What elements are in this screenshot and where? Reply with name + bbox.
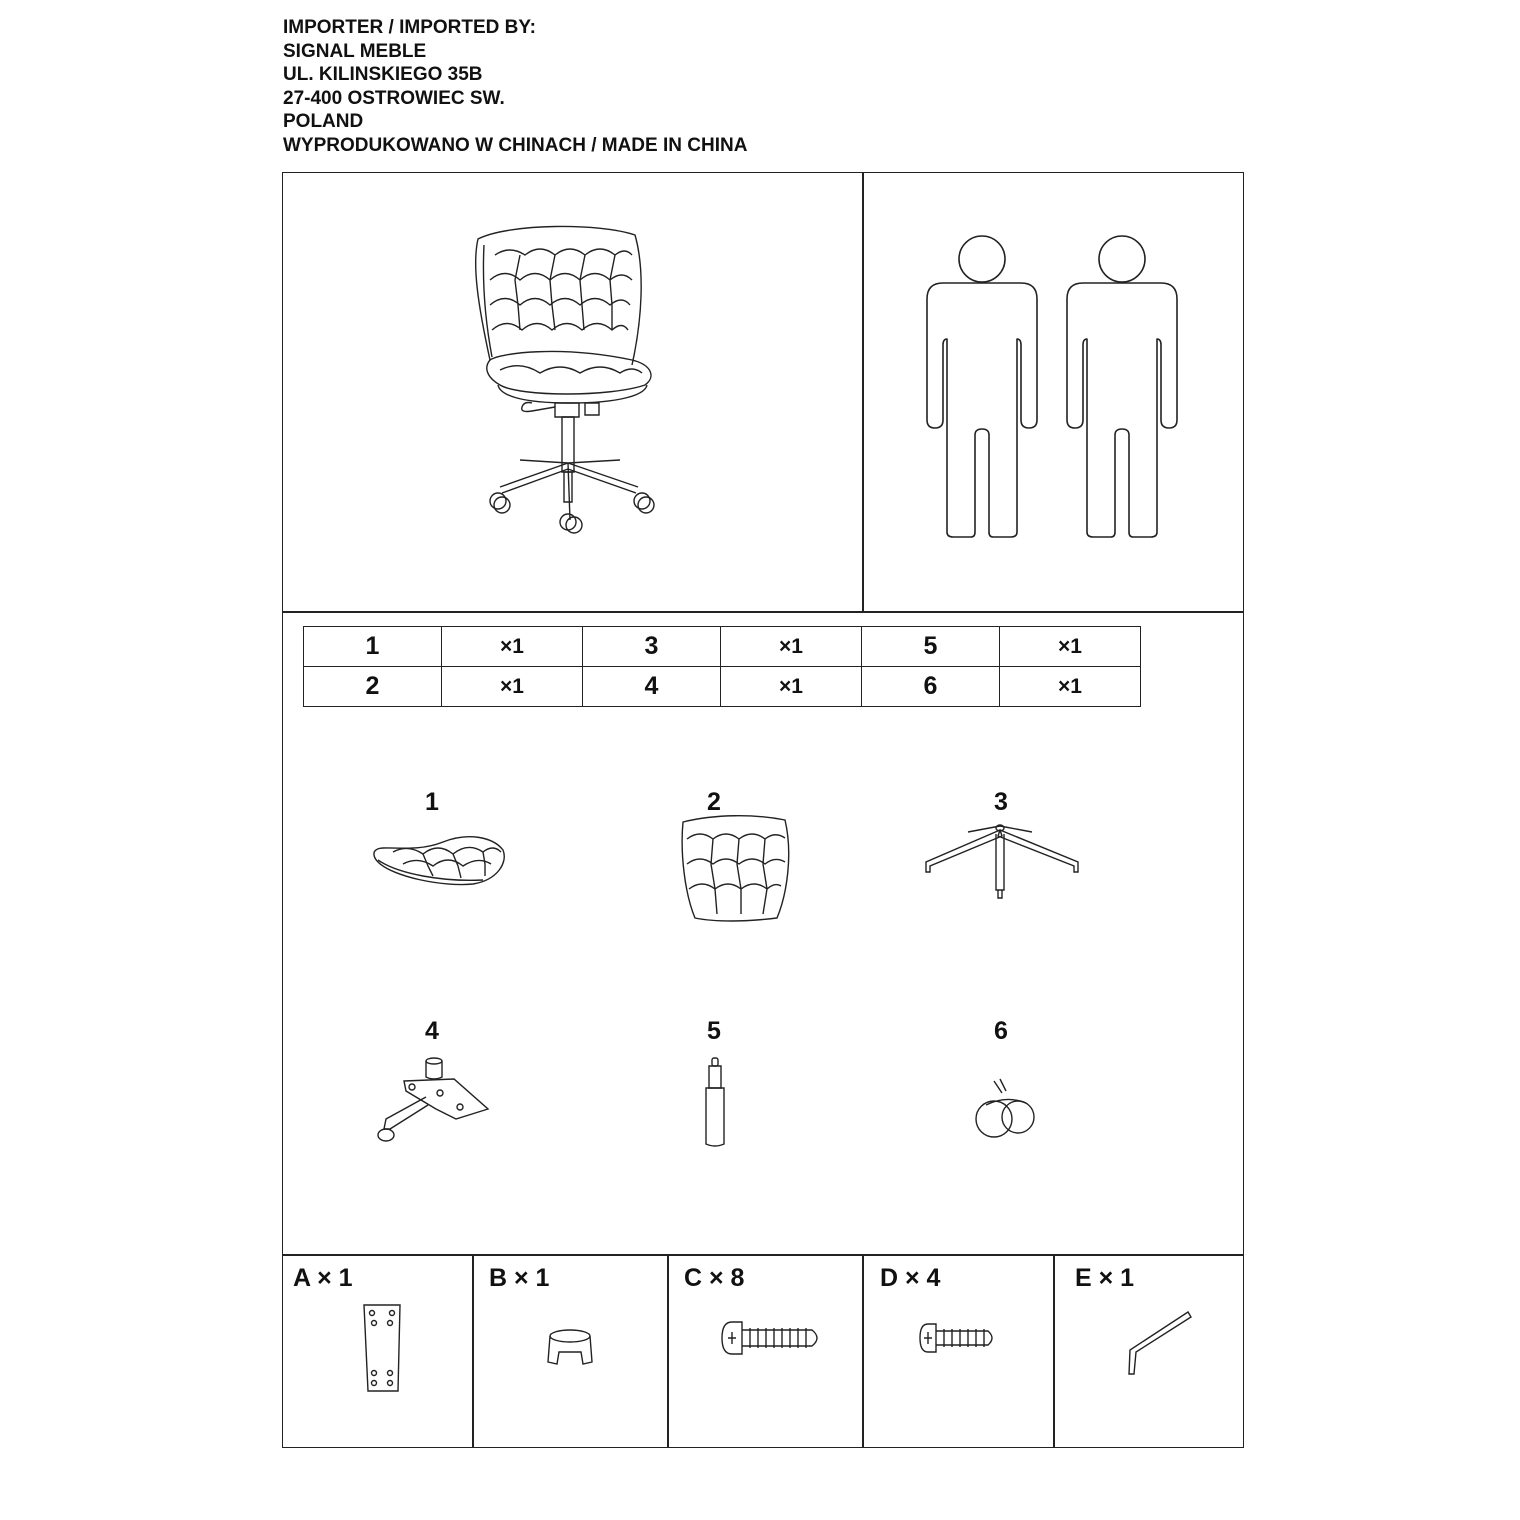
part-number-cell: 4 xyxy=(583,667,721,707)
star-base-icon xyxy=(922,822,1084,900)
part-label-2: 2 xyxy=(707,788,721,816)
part-qty-cell: ×1 xyxy=(442,667,583,707)
part-qty-cell: ×1 xyxy=(442,627,583,667)
short-screw-icon xyxy=(918,1322,998,1354)
hardware-label-c: C × 8 xyxy=(684,1264,745,1292)
importer-line: IMPORTER / IMPORTED BY: xyxy=(283,17,536,38)
part-label-4: 4 xyxy=(425,1017,439,1045)
gas-lift-icon xyxy=(700,1056,730,1148)
part-label-1: 1 xyxy=(425,788,439,816)
part-number-cell: 3 xyxy=(583,627,721,667)
divider-horizontal-top xyxy=(282,611,1244,613)
part-number-cell: 6 xyxy=(862,667,1000,707)
parts-count-table xyxy=(303,626,1141,707)
divider-hw-2 xyxy=(667,1254,669,1448)
seat-icon xyxy=(373,832,508,887)
divider-horizontal-bottom xyxy=(282,1254,1244,1256)
hardware-label-d: D × 4 xyxy=(880,1264,941,1292)
table-row xyxy=(304,627,1141,667)
part-label-6: 6 xyxy=(994,1017,1008,1045)
cover-cap-icon xyxy=(545,1328,595,1368)
divider-vertical-top xyxy=(862,172,864,612)
part-number-cell: 1 xyxy=(304,627,442,667)
two-persons-icon xyxy=(925,235,1180,537)
part-qty-cell: ×1 xyxy=(721,627,862,667)
importer-line: WYPRODUKOWANO W CHINACH / MADE IN CHINA xyxy=(283,134,748,156)
office-chair-icon xyxy=(460,225,680,535)
hardware-label-a: A × 1 xyxy=(293,1264,353,1292)
importer-line: POLAND xyxy=(283,111,364,132)
importer-line: UL. KILINSKIEGO 35B xyxy=(283,64,483,85)
importer-line: 27-400 OSTROWIEC SW. xyxy=(283,87,505,109)
part-number-cell: 2 xyxy=(304,667,442,707)
divider-hw-1 xyxy=(472,1254,474,1448)
hardware-label-b: B × 1 xyxy=(489,1264,550,1292)
divider-hw-3 xyxy=(862,1254,864,1448)
hardware-label-e: E × 1 xyxy=(1075,1264,1135,1292)
caster-wheel-icon xyxy=(976,1077,1044,1142)
tilt-mechanism-icon xyxy=(376,1057,494,1145)
part-qty-cell: ×1 xyxy=(721,667,862,707)
long-screw-icon xyxy=(720,1320,824,1356)
part-label-5: 5 xyxy=(707,1017,721,1045)
allen-key-icon xyxy=(1124,1310,1194,1378)
part-number-cell: 5 xyxy=(862,627,1000,667)
part-qty-cell: ×1 xyxy=(1000,667,1141,707)
person-icon xyxy=(1067,236,1177,537)
part-qty-cell: ×1 xyxy=(1000,627,1141,667)
table-row xyxy=(304,667,1141,707)
person-icon xyxy=(927,236,1037,537)
importer-line: SIGNAL MEBLE xyxy=(283,40,427,62)
divider-hw-4 xyxy=(1053,1254,1055,1448)
part-label-3: 3 xyxy=(994,788,1008,816)
mounting-plate-icon xyxy=(362,1303,404,1395)
importer-block xyxy=(283,16,747,157)
backrest-icon xyxy=(675,814,800,924)
